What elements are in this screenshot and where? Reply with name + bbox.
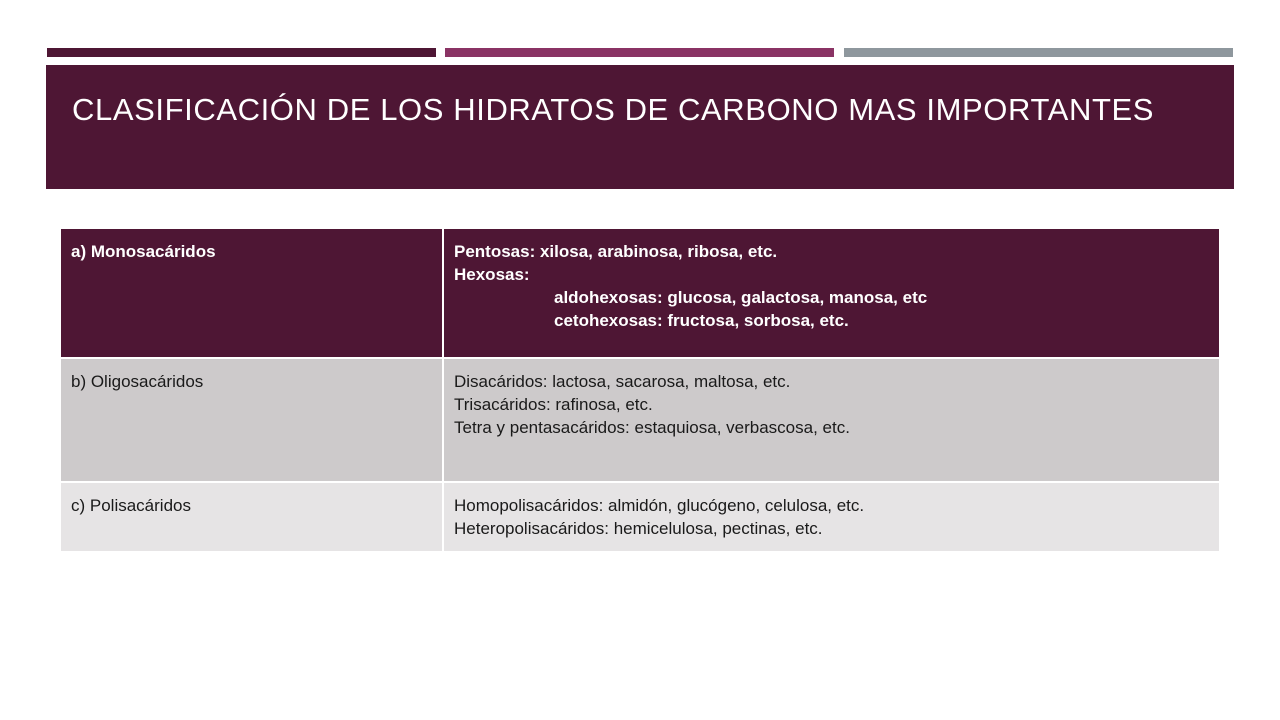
table-row-oligosacaridos: [61, 358, 1219, 482]
description-line: Trisacáridos: rafinosa, etc.: [454, 395, 653, 414]
description-cell: [443, 229, 1219, 358]
category-cell: a) Monosacáridos: [61, 229, 443, 358]
slide-title: CLASIFICACIÓN DE LOS HIDRATOS DE CARBONO MAS IMPORTANTES: [72, 92, 1155, 127]
title-band: [46, 65, 1234, 189]
table-row-monosacaridos: [61, 229, 1219, 358]
description-line: Tetra y pentasacáridos: estaquiosa, verbascosa, etc.: [454, 418, 850, 437]
accent-bar-dark: [47, 48, 436, 57]
category-cell: c) Polisacáridos: [61, 482, 443, 552]
description-cell: [443, 482, 1219, 552]
description-line: Disacáridos: lactosa, sacarosa, maltosa, etc.: [454, 372, 791, 391]
description-line: Heteropolisacáridos: hemicelulosa, pectinas, etc.: [454, 519, 823, 538]
accent-bar-gray: [844, 48, 1233, 57]
table-row-polisacaridos: [61, 482, 1219, 552]
classification-table: [61, 229, 1219, 553]
description-cell: [443, 358, 1219, 482]
description-line: Pentosas: xilosa, arabinosa, ribosa, etc.: [454, 242, 778, 261]
accent-bar-magenta: [445, 48, 834, 57]
description-line: cetohexosas: fructosa, sorbosa, etc.: [554, 311, 849, 330]
category-cell: b) Oligosacáridos: [61, 358, 443, 482]
description-line: Homopolisacáridos: almidón, glucógeno, celulosa, etc.: [454, 496, 865, 515]
description-line: Hexosas:: [454, 265, 530, 284]
description-line: aldohexosas: glucosa, galactosa, manosa, etc: [554, 288, 928, 307]
